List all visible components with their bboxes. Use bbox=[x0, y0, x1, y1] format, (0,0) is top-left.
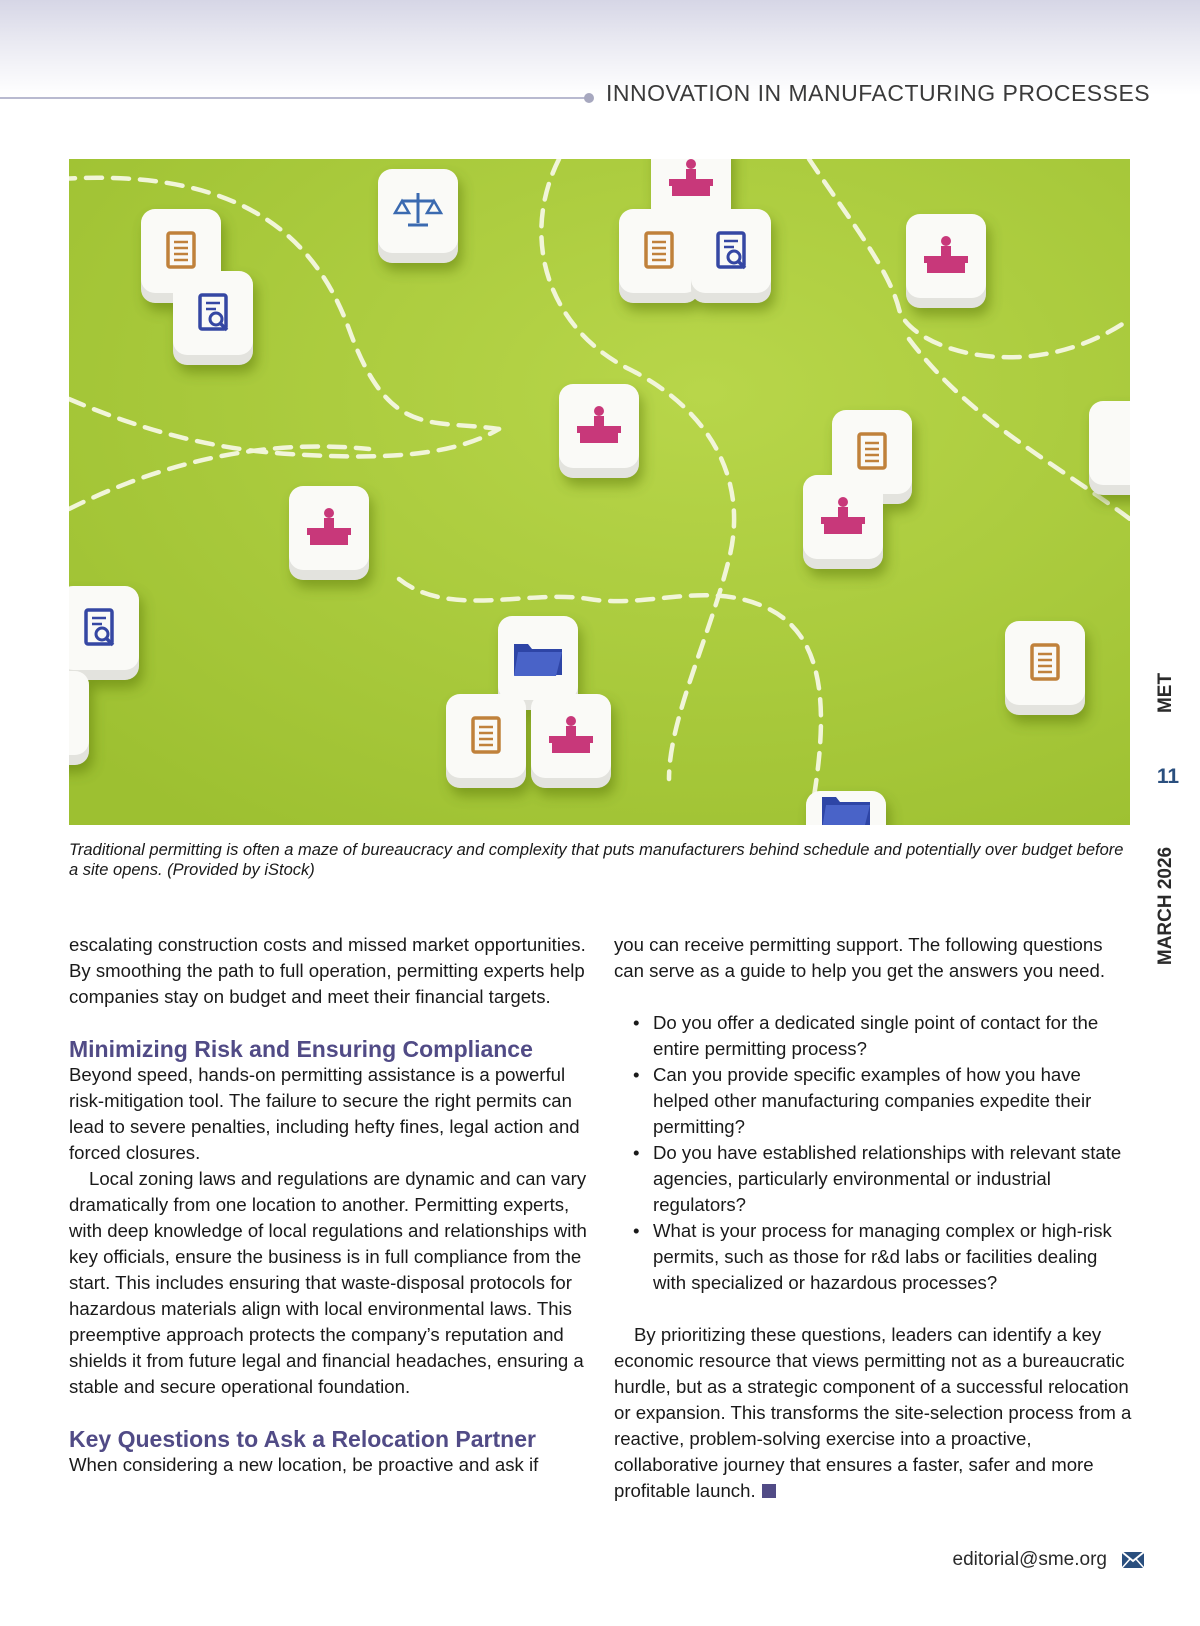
right-paragraph-1: you can receive permitting support. The following questions can serve as a guide to help you get the answers you need. bbox=[614, 934, 1105, 981]
heading-minimizing-risk: Minimizing Risk and Ensuring Compliance bbox=[69, 1036, 533, 1062]
header-rule bbox=[0, 97, 588, 99]
left-paragraph-3: Local zoning laws and regulations are dynamic and can vary dramatically from one location to another. Permitting experts, with deep knowledge of local regulations and relationships with key officials, ensure the business is in full compliance from the start. This includes ensuring that waste-disposal protocols for hazardous materials align with local environmental laws. This preemptive approach protects the company’s reputation and shields it from future legal and financial headaches, ensuring a stable and secure operational foundation. bbox=[69, 1168, 587, 1397]
issue-date: MARCH 2026 bbox=[1155, 846, 1176, 965]
list-item: • Do you offer a dedicated single point of contact for the entire permitting process? bbox=[653, 1010, 1134, 1062]
list-item: • Do you have established relationships with relevant state agencies, particularly environmental or industrial regulators? bbox=[653, 1140, 1134, 1218]
section-title: INNOVATION IN MANUFACTURING PROCESSES bbox=[606, 80, 1151, 106]
publication-name: MET bbox=[1155, 672, 1176, 714]
left-paragraph-4: When considering a new location, be proactive and ask if bbox=[69, 1454, 539, 1475]
image-caption: Traditional permitting is often a maze of bureaucracy and complexity that puts manufacturers behind schedule and potentially over budget before a site opens. (Provided by iStock) bbox=[69, 841, 1124, 879]
header-rule-dot bbox=[584, 93, 594, 103]
right-column bbox=[614, 932, 1134, 1504]
list-item: • Can you provide specific examples of how you have helped other manufacturing companies expedite their permitting? bbox=[653, 1062, 1134, 1140]
list-item: • What is your process for managing complex or high-risk permits, such as those for r&d labs or facilities dealing with specialized or hazardous processes? bbox=[653, 1218, 1134, 1296]
closing-text: By prioritizing these questions, leaders can identify a key economic resource that views permitting not as a bureaucratic hurdle, but as a strategic component of a successful relocation or expansion. This transforms the site-selection process from a reactive, problem-solving exercise into a proactive, collaborative journey that ensures a faster, safer and more profitable launch. bbox=[614, 1324, 1132, 1501]
footer-email-link[interactable]: editorial@sme.org bbox=[952, 1549, 1107, 1570]
left-column bbox=[69, 932, 589, 1478]
left-paragraph-1: escalating construction costs and missed market opportunities. By smoothing the path to full operation, permitting experts help companies stay on budget and meet their financial targets. bbox=[69, 934, 586, 1007]
right-paragraph-2 bbox=[614, 1322, 1134, 1504]
questions-list bbox=[614, 1010, 1134, 1296]
hero-image bbox=[69, 159, 1130, 825]
end-mark-icon bbox=[762, 1484, 776, 1498]
envelope-icon[interactable] bbox=[1122, 1552, 1144, 1568]
page-number: 11 bbox=[1156, 765, 1180, 788]
left-paragraph-2: Beyond speed, hands-on permitting assistance is a powerful risk-mitigation tool. The failure to secure the right permits can lead to severe penalties, including hefty fines, legal action and forced closures. bbox=[69, 1064, 580, 1163]
heading-key-questions: Key Questions to Ask a Relocation Partner bbox=[69, 1426, 536, 1452]
